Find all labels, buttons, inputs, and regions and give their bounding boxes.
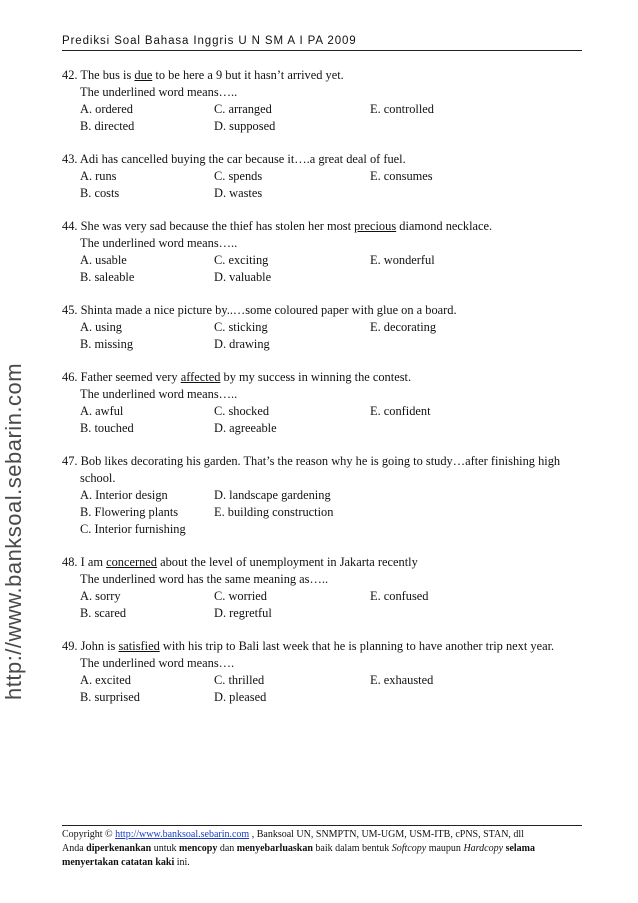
footer-bold-text: selama (503, 843, 536, 854)
option-row (80, 588, 592, 605)
question-stem (62, 302, 592, 319)
option-row (80, 101, 592, 118)
answer-option (370, 185, 530, 202)
answer-options (62, 487, 592, 538)
answer-option: E. building construction (214, 505, 334, 519)
question-item (62, 554, 592, 622)
question-stem (62, 218, 592, 235)
answer-option: B. touched (80, 421, 134, 435)
answer-option: D. valuable (214, 270, 272, 284)
stem-text-after: with his trip to Bali last week that he is planning to have another trip next year. (159, 639, 555, 653)
question-stem (62, 554, 592, 571)
option-row (80, 319, 592, 336)
stem-text-after: about the level of unemployment in Jakarta recently (156, 555, 418, 569)
question-stem (62, 638, 592, 655)
stem-text: She was very sad because the thief has stolen her most (80, 219, 355, 233)
stem-text-after: diamond necklace. (396, 219, 493, 233)
answer-option: A. excited (80, 673, 131, 687)
footer-italic-text: Hardcopy (463, 843, 504, 854)
answer-option: B. surprised (80, 690, 140, 704)
footer-bold-text: menyebarluaskan (236, 843, 313, 854)
answer-option: D. regretful (214, 606, 272, 620)
footer-link[interactable]: http://www.banksoal.sebarin.com (115, 829, 250, 840)
answer-option (370, 118, 530, 135)
option-row (80, 487, 592, 504)
question-item (62, 369, 592, 437)
answer-option: C. sticking (214, 320, 268, 334)
option-row (80, 420, 592, 437)
answer-option: E. wonderful (370, 253, 435, 267)
page-header: Prediksi Soal Bahasa Inggris U N SM A I PA 2009 (62, 35, 582, 51)
question-stem (62, 369, 592, 386)
footer-sites-text: , Banksoal UN, SNMPTN, UM-UGM, USM-ITB, cPNS, STAN, dll (249, 829, 524, 840)
answer-option: E. confident (370, 404, 431, 418)
underlined-word: precious (354, 219, 397, 233)
answer-option: B. directed (80, 119, 135, 133)
question-instruction: school. (80, 471, 116, 485)
answer-option (370, 336, 530, 353)
answer-option: C. arranged (214, 102, 272, 116)
question-instruction: The underlined word means….. (80, 85, 238, 99)
answer-option: D. landscape gardening (214, 488, 331, 502)
stem-text-after: by my success in winning the contest. (220, 370, 412, 384)
underlined-word: due (134, 68, 153, 82)
answer-option: D. supposed (214, 119, 276, 133)
answer-option: D. agreeable (214, 421, 277, 435)
option-row (80, 269, 592, 286)
question-item (62, 302, 592, 353)
footer-italic-text: Softcopy (391, 843, 427, 854)
footer-line-1 (62, 828, 582, 842)
question-stem (62, 151, 592, 168)
stem-text: Adi has cancelled buying the car because it….a great deal of fuel. (79, 152, 406, 166)
footer-text: dan (217, 843, 237, 854)
question-number: 44. (62, 219, 78, 233)
answer-option: B. saleable (80, 270, 135, 284)
stem-text-after: to be here a 9 but it hasn’t arrived yet. (152, 68, 344, 82)
answer-option: D. pleased (214, 690, 267, 704)
footer-bold-text: menyertakan catatan kaki (62, 857, 175, 868)
footer-bold-text: mencopy (178, 843, 218, 854)
answer-option (370, 487, 530, 504)
answer-option: C. thrilled (214, 673, 265, 687)
answer-option: C. Interior furnishing (80, 522, 186, 536)
answer-option: E. confused (370, 589, 429, 603)
answer-option: C. exciting (214, 253, 269, 267)
question-instruction: The underlined word means….. (80, 387, 238, 401)
answer-options (62, 403, 592, 437)
answer-options (62, 101, 592, 135)
answer-option (370, 521, 530, 538)
question-item (62, 151, 592, 202)
answer-option: A. Interior design (80, 488, 168, 502)
question-item (62, 218, 592, 286)
footer-text: untuk (151, 843, 179, 854)
question-number: 46. (62, 370, 78, 384)
option-row (80, 168, 592, 185)
answer-option (370, 689, 530, 706)
stem-text: John is (80, 639, 119, 653)
option-row (80, 689, 592, 706)
answer-option: B. costs (80, 186, 120, 200)
answer-option: E. consumes (370, 169, 433, 183)
copyright-text: Copyright © (62, 829, 116, 840)
stem-text: Shinta made a nice picture by..…some coloured paper with glue on a board. (80, 303, 457, 317)
underlined-word: satisfied (118, 639, 160, 653)
footer-text: Anda (62, 843, 87, 854)
answer-option: C. spends (214, 169, 263, 183)
answer-option (370, 420, 530, 437)
answer-option (370, 504, 530, 521)
question-stem (62, 453, 592, 470)
answer-option (370, 269, 530, 286)
answer-option: E. exhausted (370, 673, 434, 687)
answer-option: D. drawing (214, 337, 270, 351)
answer-option: A. using (80, 320, 122, 334)
answer-option: A. awful (80, 404, 124, 418)
question-instruction: The underlined word means….. (80, 236, 238, 250)
answer-option: A. usable (80, 253, 127, 267)
answer-options (62, 252, 592, 286)
footer-bold-text: diperkenankan (86, 843, 152, 854)
answer-option (370, 605, 530, 622)
question-instruction: The underlined word has the same meaning as….. (80, 572, 329, 586)
stem-text: I am (80, 555, 107, 569)
footer-text: ini. (174, 857, 190, 868)
option-row (80, 504, 592, 521)
footer-text: baik dalam bentuk (312, 843, 392, 854)
footer-text: maupun (426, 843, 464, 854)
underlined-word: affected (180, 370, 221, 384)
option-row (80, 336, 592, 353)
question-item (62, 453, 592, 538)
answer-option: B. missing (80, 337, 134, 351)
question-stem (62, 67, 592, 84)
stem-text: Father seemed very (80, 370, 181, 384)
answer-options (62, 672, 592, 706)
answer-option: E. decorating (370, 320, 437, 334)
footer-line-2 (62, 842, 582, 856)
side-watermark-url: http://www.banksoal.sebarin.com (1, 362, 26, 700)
answer-option: A. ordered (80, 102, 133, 116)
question-item (62, 67, 592, 135)
answer-option: E. controlled (370, 102, 434, 116)
option-row (80, 252, 592, 269)
question-number: 43. (62, 152, 78, 166)
question-number: 47. (62, 454, 78, 468)
question-instruction: The underlined word means…. (80, 656, 235, 670)
option-row (80, 521, 592, 538)
option-row (80, 185, 592, 202)
answer-option: A. runs (80, 169, 117, 183)
answer-option: B. Flowering plants (80, 505, 179, 519)
question-list (62, 67, 592, 722)
option-row (80, 605, 592, 622)
underlined-word: concerned (106, 555, 157, 569)
answer-options (62, 168, 592, 202)
page-footer (62, 825, 582, 870)
answer-option (214, 521, 370, 538)
answer-option: A. sorry (80, 589, 121, 603)
option-row (80, 403, 592, 420)
question-number: 49. (62, 639, 78, 653)
stem-text: Bob likes decorating his garden. That’s the reason why he is going to study…after finishing high (80, 454, 561, 468)
question-number: 45. (62, 303, 78, 317)
question-item (62, 638, 592, 706)
question-number: 48. (62, 555, 78, 569)
answer-options (62, 319, 592, 353)
answer-option: C. shocked (214, 404, 270, 418)
footer-line-3 (62, 856, 582, 870)
answer-option: D. wastes (214, 186, 263, 200)
question-number: 42. (62, 68, 78, 82)
stem-text: The bus is (80, 68, 135, 82)
answer-option: B. scared (80, 606, 127, 620)
option-row (80, 118, 592, 135)
answer-options (62, 588, 592, 622)
answer-option: C. worried (214, 589, 267, 603)
option-row (80, 672, 592, 689)
